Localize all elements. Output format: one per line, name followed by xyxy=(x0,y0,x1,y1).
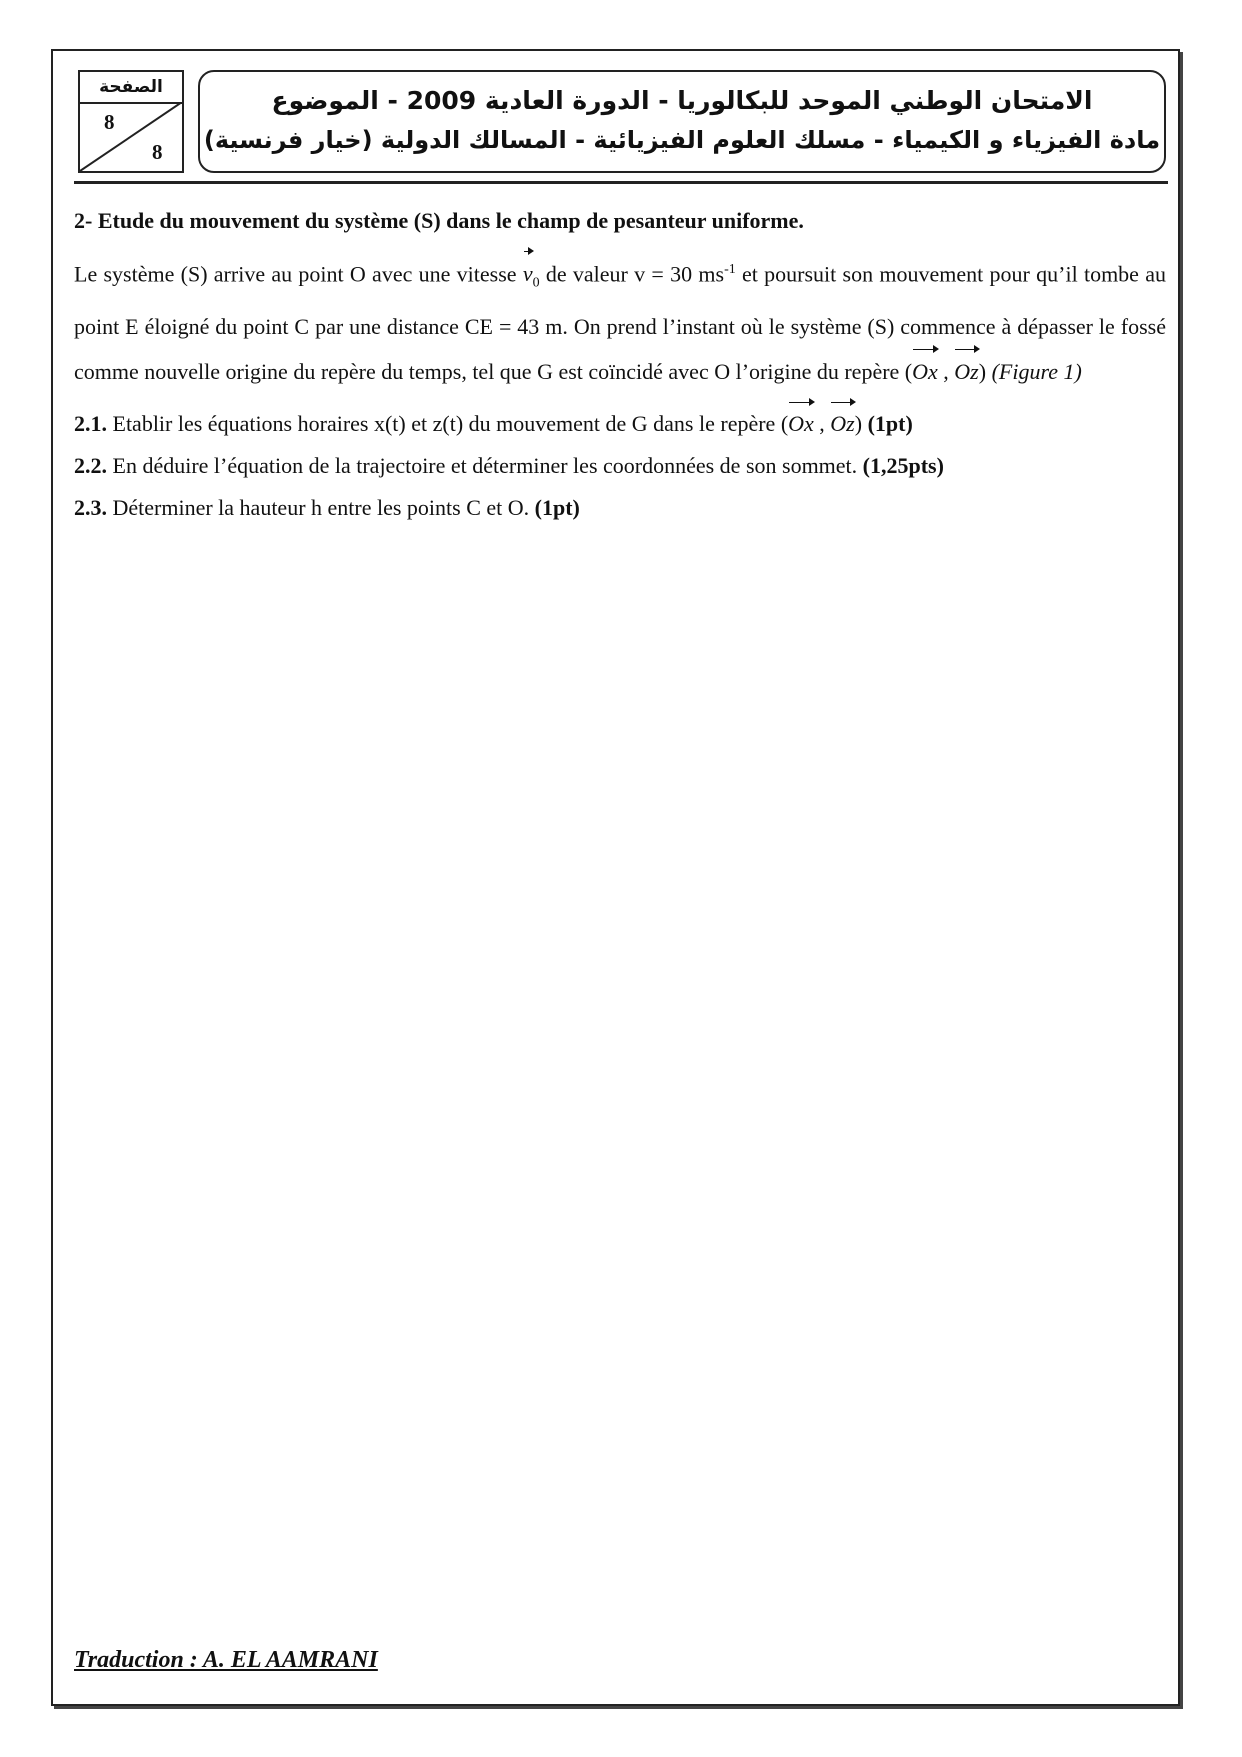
exam-subtitle: مادة الفيزياء و الكيمياء - مسلك العلوم الفيزيائية - المسالك الدولية (خيار فرنسية) xyxy=(203,126,1161,154)
unit-exponent: -1 xyxy=(724,262,736,277)
vector-label: Ox xyxy=(912,358,938,384)
separator: , xyxy=(813,410,831,436)
velocity-vector xyxy=(523,250,533,295)
question-number: 2.1. xyxy=(74,410,107,436)
page-label: الصفحة xyxy=(80,72,182,104)
question-text: Etablir les équations horaires x(t) et z(t) du mouvement de G dans le repère ( xyxy=(107,410,789,436)
vector-oz xyxy=(830,401,854,445)
translation-credit: Traduction : A. EL AAMRANI xyxy=(74,1647,378,1673)
vector-label: Oz xyxy=(830,410,855,436)
section-heading: 2- Etude du mouvement du système (S) dans le champ de pesanteur uniforme. xyxy=(74,208,804,233)
question-points: (1pt) xyxy=(534,494,580,520)
exam-title: الامتحان الوطني الموحد للبكالوريا - الدورة العادية 2009 - الموضوع xyxy=(271,86,1093,115)
question-text: ) xyxy=(854,410,868,436)
page-current: 8 xyxy=(104,110,115,134)
figure-reference: (Figure 1) xyxy=(991,358,1082,384)
section-paragraph xyxy=(74,248,1166,393)
question-2-1 xyxy=(74,401,1166,445)
vector-ox xyxy=(788,401,814,445)
question-number: 2.2. xyxy=(74,452,107,478)
question-2-2 xyxy=(74,445,1166,487)
question-text: Déterminer la hauteur h entre les points C et O. xyxy=(107,494,535,520)
paragraph-text: Le système (S) arrive au point O avec une vitesse xyxy=(74,261,523,287)
paragraph-text: ) xyxy=(978,358,992,384)
exercise-content xyxy=(74,206,1166,529)
vector-symbol: v xyxy=(522,261,533,287)
exam-title-box xyxy=(198,70,1166,173)
question-2-3 xyxy=(74,487,1166,529)
page-number-box xyxy=(78,70,184,173)
vector-subscript: 0 xyxy=(532,275,540,291)
vector-label: Oz xyxy=(954,358,979,384)
vector-ox xyxy=(912,348,938,393)
vector-label: Ox xyxy=(788,410,814,436)
question-points: (1pt) xyxy=(867,410,913,436)
question-number: 2.3. xyxy=(74,494,107,520)
header-divider xyxy=(74,181,1168,184)
paragraph-text: et poursuit son mouvement pour qu’il tombe au point E éloigné du point C par une distance CE = 43 m. On prend l’instant où le système (S) commence à dépasser le fossé comme nouvelle origine du repère du temps, tel que G est coïncidé avec O l’origine du repère ( xyxy=(74,261,1166,384)
separator: , xyxy=(937,358,955,384)
paragraph-text: de valeur v = 30 ms xyxy=(539,261,725,287)
question-text: En déduire l’équation de la trajectoire et déterminer les coordonnées de son sommet. xyxy=(107,452,863,478)
vector-oz xyxy=(954,348,978,393)
page-total: 8 xyxy=(152,140,163,164)
question-points: (1,25pts) xyxy=(862,452,944,478)
page-diagonal-divider xyxy=(80,102,182,171)
